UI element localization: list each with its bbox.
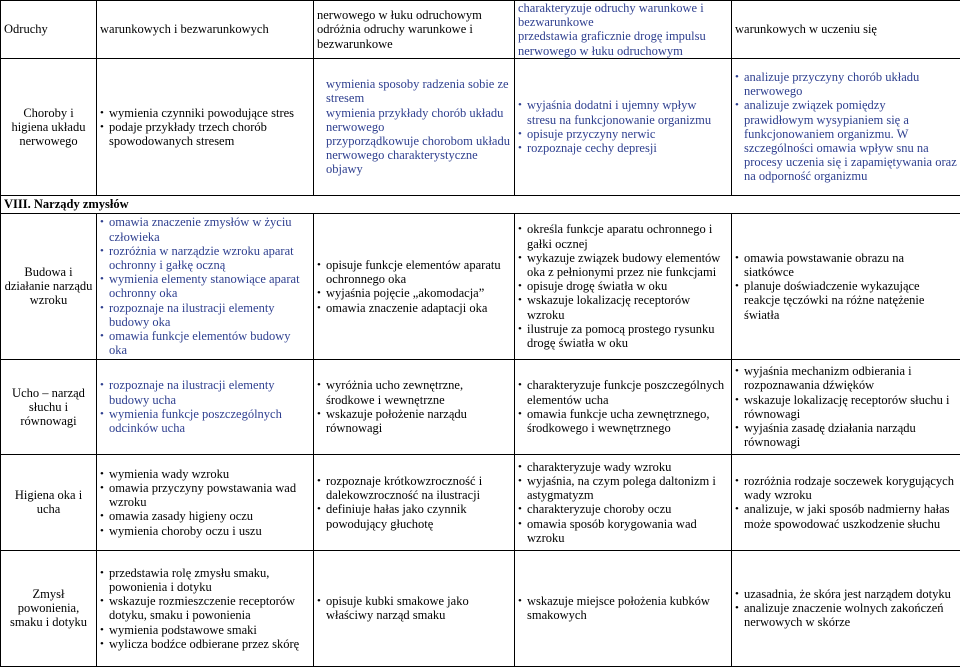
level-2-cell [314, 359, 515, 454]
level-2-cell [314, 1, 515, 59]
list-item: • rozpoznaje na ilustracji elementy budowy oka [100, 301, 310, 329]
level-1-cell [97, 454, 314, 550]
list-item: • wyjaśnia, na czym polega daltonizm i astygmatyzm [518, 474, 728, 502]
table-row [1, 454, 960, 550]
text-line: nerwowego w łuku odruchowym [317, 8, 511, 22]
list-item: • wymienia funkcje poszczególnych odcinków ucha [100, 407, 310, 435]
topic-cell: Choroby i higiena układu nerwowego [1, 58, 97, 195]
list-item: spowodowanych stresem [100, 134, 310, 148]
list-item: • wskazuje położenie narządu równowagi [317, 407, 511, 435]
list-item: • wskazuje lokalizację receptorów wzroku [518, 293, 728, 321]
level-4-cell [732, 550, 960, 666]
list-item: • podaje przykłady trzech chorób [100, 120, 310, 134]
list-item: • analizuje przyczyny chorób układu nerwowego [735, 70, 957, 98]
list-item: • wyjaśnia mechanizm odbierania i rozpoznawania dźwięków [735, 364, 957, 392]
list-item: • opisuje funkcje elementów aparatu ochronnego oka [317, 258, 511, 286]
list-item: przyporządkowuje chorobom układu nerwowego charakterystyczne objawy [317, 134, 511, 177]
section-title: VIII. Narządy zmysłów [1, 195, 960, 213]
topic-cell: Odruchy [1, 1, 97, 59]
level-3-cell [515, 213, 732, 359]
table-row [1, 213, 960, 359]
list-item: • opisuje przyczyny nerwic [518, 127, 728, 141]
level-3-cell [515, 359, 732, 454]
list-item: wymienia przykłady chorób układu nerwowego [317, 106, 511, 134]
level-1-cell [97, 550, 314, 666]
text-line: odróżnia odruchy warunkowe i [317, 22, 511, 36]
list-item: • wyjaśnia dodatni i ujemny wpływ stresu na funkcjonowanie organizmu [518, 98, 728, 126]
level-1-cell [97, 359, 314, 454]
level-2-cell [314, 454, 515, 550]
list-item: • wymienia czynniki powodujące stres [100, 106, 310, 120]
table-row [1, 550, 960, 666]
list-item: • wskazuje lokalizację receptorów słuchu i równowagi [735, 393, 957, 421]
level-3-cell [515, 454, 732, 550]
level-2-cell [314, 58, 515, 195]
list-item: • rozróżnia w narządzie wzroku aparat ochronny i gałkę oczną [100, 244, 310, 272]
level-3-cell [515, 550, 732, 666]
list-item: • charakteryzuje funkcje poszczególnych elementów ucha [518, 378, 728, 406]
list-item: • wylicza bodźce odbierane przez skórę [100, 637, 310, 651]
text-line: bezwarunkowe [317, 37, 511, 51]
text-line: nerwowego w łuku odruchowym [518, 44, 728, 58]
level-2-cell [314, 213, 515, 359]
topic-cell: Budowa i działanie narządu wzroku [1, 213, 97, 359]
list-item: • omawia powstawanie obrazu na siatkówce [735, 251, 957, 279]
list-item: • wskazuje rozmieszczenie receptorów dotyku, smaku i powonienia [100, 594, 310, 622]
list-item: • wyjaśnia pojęcie „akomodacja” [317, 286, 511, 300]
list-item: • rozpoznaje cechy depresji [518, 141, 728, 155]
list-item: wymienia sposoby radzenia sobie ze stresem [317, 77, 511, 105]
text-line: bezwarunkowe [518, 15, 728, 29]
list-item: • uzasadnia, że skóra jest narządem dotyku [735, 587, 957, 601]
section-header-row [1, 195, 960, 213]
list-item: • opisuje drogę światła w oku [518, 279, 728, 293]
level-3-cell [515, 58, 732, 195]
list-item: • wykazuje związek budowy elementów oka z pełnionymi przez nie funkcjami [518, 251, 728, 279]
list-item: • analizuje, w jaki sposób nadmierny hałas może spowodować uszkodzenie słuchu [735, 502, 957, 530]
list-item: • rozpoznaje na ilustracji elementy budowy ucha [100, 378, 310, 406]
list-item: • wskazuje miejsce położenia kubków smakowych [518, 594, 728, 622]
list-item: • przedstawia rolę zmysłu smaku, powonienia i dotyku [100, 566, 310, 594]
list-item: • omawia sposób korygowania wad wzroku [518, 517, 728, 545]
text-line: przedstawia graficznie drogę impulsu [518, 29, 728, 43]
list-item: • wyróżnia ucho zewnętrzne, środkowe i wewnętrzne [317, 378, 511, 406]
list-item: • charakteryzuje choroby oczu [518, 502, 728, 516]
list-item: • rozróżnia rodzaje soczewek korygujących wady wzroku [735, 474, 957, 502]
level-2-cell [314, 550, 515, 666]
list-item: • wyjaśnia zasadę działania narządu równowagi [735, 421, 957, 449]
list-item: • analizuje znaczenie wolnych zakończeń nerwowych w skórze [735, 601, 957, 629]
level-4-cell [732, 454, 960, 550]
topic-cell: Zmysł powonienia, smaku i dotyku [1, 550, 97, 666]
level-4-cell [732, 213, 960, 359]
list-item: • planuje doświadczenie wykazujące reakcje tęczówki na różne natężenie światła [735, 279, 957, 322]
list-item: • definiuje hałas jako czynnik powodujący głuchotę [317, 502, 511, 530]
list-item: • charakteryzuje wady wzroku [518, 460, 728, 474]
list-item: • ilustruje za pomocą prostego rysunku drogę światła w oku [518, 322, 728, 350]
level-4-cell [732, 58, 960, 195]
level-4-cell: warunkowych w uczeniu się [732, 1, 960, 59]
list-item: • omawia przyczyny powstawania wad wzroku [100, 481, 310, 509]
list-item: • omawia znaczenie zmysłów w życiu człowieka [100, 215, 310, 243]
level-1-cell [97, 213, 314, 359]
level-4-cell [732, 359, 960, 454]
table-row [1, 1, 960, 59]
level-3-cell [515, 1, 732, 59]
list-item: • wymienia elementy stanowiące aparat ochronny oka [100, 272, 310, 300]
topic-cell: Higiena oka i ucha [1, 454, 97, 550]
text-line: charakteryzuje odruchy warunkowe i [518, 1, 728, 15]
list-item: • omawia zasady higieny oczu [100, 509, 310, 523]
list-item: • omawia znaczenie adaptacji oka [317, 301, 511, 315]
list-item: • omawia funkcje elementów budowy oka [100, 329, 310, 357]
table-row [1, 58, 960, 195]
list-item: • omawia funkcje ucha zewnętrznego, środkowego i wewnętrznego [518, 407, 728, 435]
list-item: • rozpoznaje krótkowzroczność i dalekowzroczność na ilustracji [317, 474, 511, 502]
topic-cell: Ucho – narząd słuchu i równowagi [1, 359, 97, 454]
level-1-cell: warunkowych i bezwarunkowych [97, 1, 314, 59]
list-item: • wymienia podstawowe smaki [100, 623, 310, 637]
list-item: • opisuje kubki smakowe jako właściwy narząd smaku [317, 594, 511, 622]
level-1-cell [97, 58, 314, 195]
list-item: • wymienia choroby oczu i uszu [100, 524, 310, 538]
list-item: • wymienia wady wzroku [100, 467, 310, 481]
list-item: • określa funkcje aparatu ochronnego i gałki ocznej [518, 222, 728, 250]
list-item: • analizuje związek pomiędzy prawidłowym wysypianiem się a funkcjonowaniem organizmu. W szczególności omawia wpływ snu na procesy uczenia się i zapamiętywania oraz na odporność organizmu [735, 98, 957, 183]
table-row [1, 359, 960, 454]
